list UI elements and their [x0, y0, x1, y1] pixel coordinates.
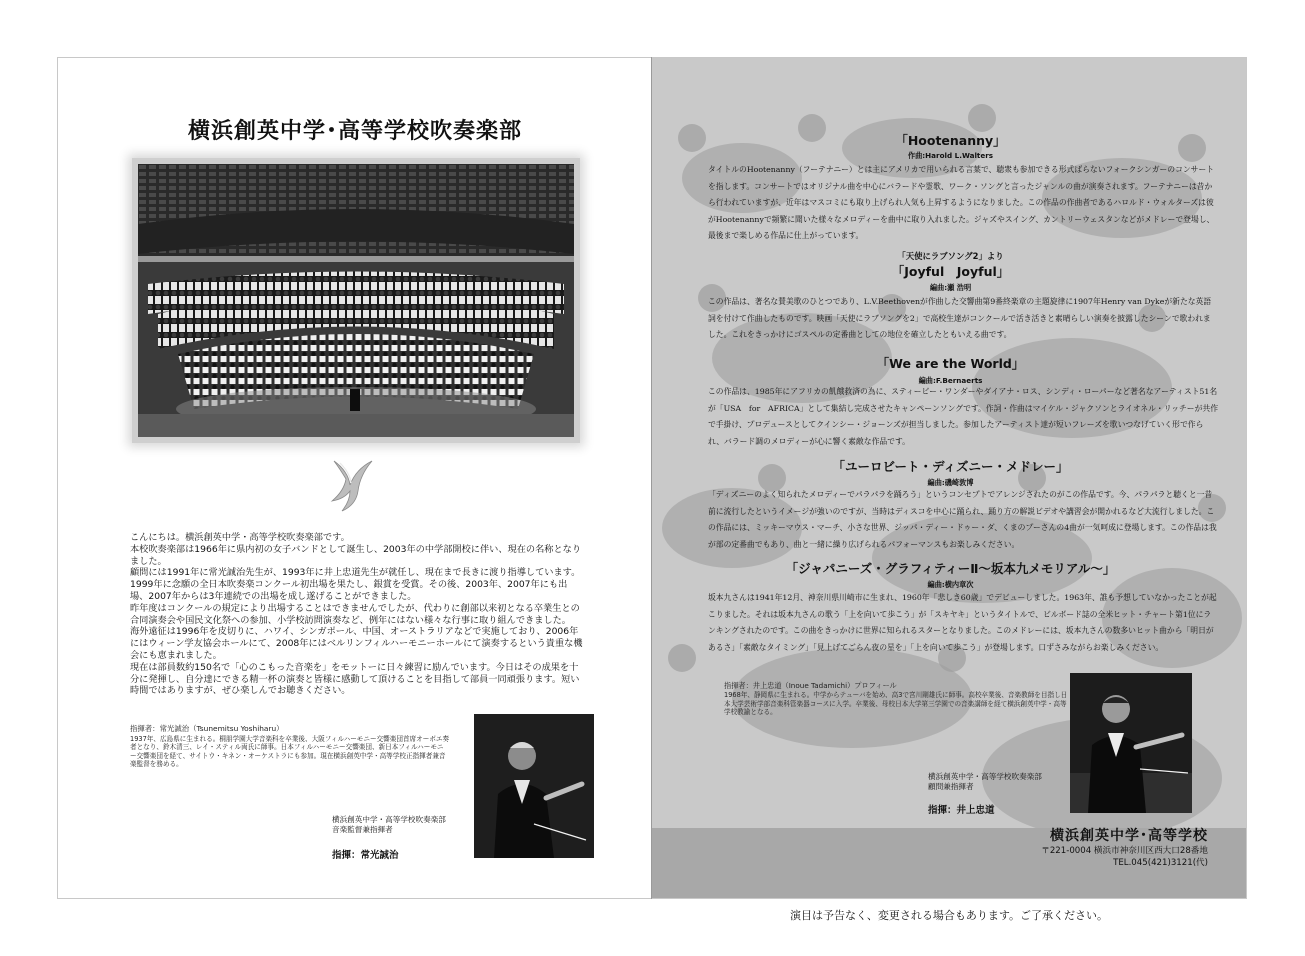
piece-credit: 編曲:瀬 浩明: [929, 283, 972, 292]
conductor-role-right: [928, 772, 1042, 792]
intro-paragraph: 顧問には1991年に常光誠治先生が、1993年に井上忠道先生が就任し、現在まで長きに渡り指導しています。: [130, 567, 581, 579]
conductor-name-right: 指揮：井上忠道: [928, 805, 995, 816]
school-emblem: [320, 455, 384, 515]
conductor-name-left: 指揮：常光誠治: [332, 850, 399, 861]
piece-credit: 編曲:磯崎敦博: [927, 478, 974, 487]
school-name: 横浜創英中学･高等学校: [1050, 828, 1208, 844]
piece-title: 「We are the World」: [876, 356, 1025, 371]
intro-paragraph: 現在は部員数約150名で「心のこもった音楽を」をモットーに日々練習に励んでいます。今日はその成果を十分に発揮し、自分達にできる精一杯の演奏と皆様に感動して頂けることを目指して部員一同頑張ります。短い時間ではありますが、ぜひ楽しんでお聴きください。: [130, 661, 580, 697]
piece-title: 「ジャパニーズ・グラフィティーⅡ～坂本九メモリアル～」: [785, 561, 1116, 576]
piece-credit: 作曲:Harold L.Walters: [907, 151, 994, 160]
concert-hall-image: [138, 164, 574, 437]
conductor-bio-right: [724, 682, 1069, 717]
bio-text: 1937年、広島県に生まれる。桐朋学園大学音楽科を卒業後、大阪フィルハーモニー交響楽団首席オーボエ奏者となり、鈴木清三、レイ・スティル両氏に師事。日本フィルハーモニー交響楽団、新日本フィルハーモニー交響楽団を経て、サイトウ・キネン・オーケストラにも参加。現在横浜創英中学・高等学校正指揮者兼音楽監督を務める。: [130, 734, 450, 769]
conductor-bio-left: [130, 725, 450, 769]
role-title: 顧問兼指揮者: [928, 782, 974, 791]
piece-description: 坂本九さんは1941年12月、神奈川県川崎市に生まれ、1960年「悲しき60歳」でデビューしました。1963年、誰も予想していなかったことが起こりました。それは坂本九さんの歌う「上を向いて歩こう」が「スキヤキ」というタイトルで、ビルボード誌の全米ヒット・チャート第1位にランキングされたのです。この曲をきっかけに世界に知られるスターとなりました。このメドレーには、坂本九さんの数多いヒット曲から「明日があるさ」「素敵なタイミング」「見上げてごらん夜の星を」「上を向いて歩こう」が登場します。口ずさみながらお楽しみください。: [708, 593, 1217, 652]
piece-description: タイトルのHootenanny（フーテナニー）とは主にアメリカで用いられる言葉で、聴衆も参加できる形式ばらないフォークシンガーのコンサートを指します。コンサートではオリジナル曲を中心にバラードや霊歌、ワーク・ソングと言ったジャンルの曲が演奏されます。フーテナニーは昔から行われていますが、近年はマスコミにも取り上げられ人気も上昇するようになりました。この作品の作曲者であるハロルド・ウォルターズは彼がHootenannyで頻繁に聞いた様々なメロディーを曲中に取り入れました。ジャズやスイング、カントリーウェスタンなどがメドレーで登場し、最後まで楽しめる作品に仕上がっています。: [708, 165, 1215, 241]
conductor-photo-left: [474, 714, 594, 858]
org-name: 横浜創英中学・高等学校吹奏楽部: [332, 815, 446, 824]
bio-heading: 指揮者：常光誠治（Tsunemitsu Yoshiharu）: [130, 724, 284, 733]
bio-text: 1968年、静岡県に生まれる。中学からテューバを始め、高3で宮川剛雄氏に師事。高校卒業後、音楽教師を目指し日本大学芸術学部音楽科管楽器コースに入学。卒業後、母校日本大学第三学園での音楽講師を経て横浜創英中学・高等学校教諭となる。: [724, 690, 1068, 717]
school-contact: [1041, 845, 1208, 869]
piece-title: 「ユーロビート・ディズニー・メドレー」: [832, 459, 1069, 474]
piece-description: この作品は、1985年にアフリカの飢餓救済の為に、スティービー・ワンダーやダイアナ・ロス、シンディ・ローパーなど著名なアーティスト51名が「USA for AFRICA」として集結し完成させたキャンペーンソングです。作詞・作曲はマイケル・ジャクソンとライオネル・リッチーが共作で手掛け、プロデュースとしてクインシー・ジョーンズが担当しました。参加したアーティスト達が短いフレーズを歌いつなげていく形で作られ、バラード調のメロディーが心に響く素敵な作品です。: [708, 387, 1218, 446]
footer-note: 演目は予告なく、変更される場合もあります。ご了承ください。: [790, 909, 1108, 922]
piece-source: 「天使にラブソング2」より: [897, 251, 1004, 261]
intro-paragraph: 昨年度はコンクールの規定により出場することはできませんでしたが、代わりに創部以来初となる卒業生との合同演奏会や国民文化祭への参加、小学校訪問演奏など、例年にはない様々な行事に取り組んできました。: [130, 602, 580, 626]
intro-paragraph: 1999年に念願の全日本吹奏楽コンクール初出場を果たし、銀賞を受賞。その後、2003年、2007年にも出場、2007年からは3年連続での出場を成し遂げることができました。: [130, 579, 568, 602]
school-phone: TEL.045(421)3121(代): [1113, 858, 1208, 868]
role-title: 音楽監督兼指揮者: [332, 825, 393, 834]
org-name: 横浜創英中学・高等学校吹奏楽部: [928, 772, 1042, 781]
page-divider: [651, 57, 652, 899]
intro-paragraph: こんにちは。横浜創英中学・高等学校吹奏楽部です。: [130, 532, 350, 543]
band-photo: [132, 158, 580, 443]
bio-heading: 指揮者：井上忠道（Inoue Tadamichi）プロフィール: [724, 681, 897, 690]
piece-title: 「Joyful Joyful」: [891, 264, 1010, 279]
conductor-photo-right: [1070, 673, 1192, 813]
band-introduction: [130, 532, 585, 697]
piece-title: 「Hootenanny」: [895, 133, 1006, 148]
piece-description: 「ディズニーのよく知られたメロディーでパラパラを踊ろう」というコンセプトでアレンジされたのがこの作品です。今、パラパラと聴くと一昔前に流行したというイメージが強いのですが、当時はディスコを中心に踊られ、踊り方の解説ビデオや講習会が開かれるなど大流行しました。この作品には、ミッキーマウス・マーチ、小さな世界、ジッパ・ディー・ドゥー・ダ、くまのプーさんの4曲が一気呵成に登場します。この作品は我が部の定番曲でもあり、曲と一緒に繰り広げられるパフォーマンスもお楽しみください。: [708, 490, 1217, 549]
intro-paragraph: 海外遠征は1996年を皮切りに、ハワイ、シンガポール、中国、オーストラリアなどで実施しており、2006年にはウィーン学友協会ホールにて、2008年にはベルリンフィルハーモニーホールにて演奏するという貴重な機会にも恵まれました。: [130, 626, 583, 661]
conductor-image: [474, 714, 594, 858]
intro-paragraph: 本校吹奏楽部は1966年に県内初の女子バンドとして誕生し、2003年の中学部開校に伴い、現在の名称となりました。: [130, 543, 582, 567]
school-address: 〒221-0004 横浜市神奈川区西大口28番地: [1041, 846, 1208, 856]
conductor-image: [1070, 673, 1192, 813]
piece-credit: 編曲:横内章次: [927, 580, 974, 589]
conductor-role-left: [332, 815, 446, 835]
piece-credit: 編曲:F.Bernaerts: [918, 376, 983, 385]
piece-description: この作品は、著名な賛美歌のひとつであり、L.V.Beethovenが作曲した交響曲第9番終楽章の主題旋律に1907年Henry van Dykeが新たな英語詞を付けて作曲したものです。映画「天使にラブソングを2」で高校生達がコンクールで活き活きと素晴らしい演奏を披露したシーンで歌われました。これをきっかけにゴスペルの定番曲としての地位を確立したともいえる曲です。: [708, 297, 1212, 340]
page-title: 横浜創英中学･高等学校吹奏楽部: [187, 119, 522, 144]
